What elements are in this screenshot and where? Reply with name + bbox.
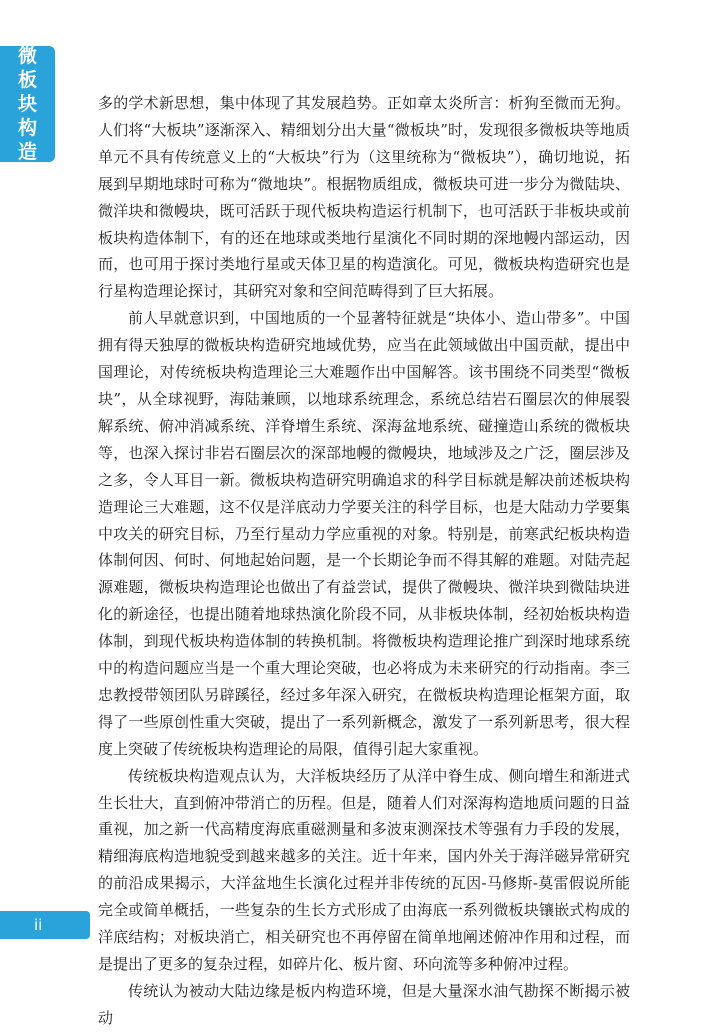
side-tab-char: 微 (17, 45, 37, 67)
paragraph: 多的学术新思想，集中体现了其发展趋势。正如章太炎所言：析狗至微而无狗。人们将“大板块”逐渐深入、精细划分出大量“微板块”时，发现很多微板块等地质单元不具有传统意义上的“大板块”行为（这里统称为“微板块”），确切地说，拓展到早期地球时可称为“微地块”。根据物质组成，微板块可进一步分为微陆块、微洋块和微幔块，既可活跃于现代板块构造运行机制下，也可活跃于非板块或前板块构造体制下，有的还在地球或类地行星演化不同时期的深地幔内部运动，因而，也可用于探讨类地行星或天体卫星的构造演化。可见，微板块构造研究也是行星构造理论探讨，其研究对象和空间范畴得到了巨大拓展。 (98, 94, 630, 301)
paragraph: 传统认为被动大陆边缘是板内构造环境，但是大量深水油气勘探不断揭示被动 (98, 981, 630, 1027)
side-tab-char: 块 (17, 93, 37, 115)
body-text (98, 90, 630, 1032)
side-tab-char: 造 (17, 141, 37, 163)
side-tab-char: 板 (17, 69, 37, 91)
paragraph: 传统板块构造观点认为，大洋板块经历了从洋中脊生成、侧向增生和渐进式生长壮大，直到俯冲带消亡的历程。但是，随着人们对深海构造地质问题的日益重视，加之新一代高精度海底重磁测量和多波束测深技术等强有力手段的发展，精细海底构造地貌受到越来越多的关注。近十年来，国内外关于海洋磁异常研究的前沿成果揭示，大洋盆地生长演化过程并非传统的瓦因-马修斯-莫雷假说所能完全或简单概括，一些复杂的生长方式形成了由海底一系列微板块镶嵌式构成的洋底结构；对板块消亡，相关研究也不再停留在简单地阐述俯冲作用和过程，而是提出了更多的复杂过程，如碎片化、板片窗、环向流等多种俯冲过程。 (98, 766, 630, 973)
paragraph: 前人早就意识到，中国地质的一个显著特征就是“块体小、造山带多”。中国拥有得天独厚的微板块构造研究地域优势，应当在此领域做出中国贡献，提出中国理论，对传统板块构造理论三大难题作出中国解答。该书围绕不同类型“微板块”，从全球视野，海陆兼顾，以地球系统理念，系统总结岩石圈层次的伸展裂解系统、俯冲消减系统、洋脊增生系统、深海盆地系统、碰撞造山系统的微板块等，也深入探讨非岩石圈层次的深部地幔的微幔块，地域涉及之广泛，圈层涉及之多，令人耳目一新。微板块构造研究明确追求的科学目标就是解决前述板块构造理论三大难题，这不仅是洋底动力学要关注的科学目标，也是大陆动力学要集中攻关的研究目标，乃至行星动力学应重视的对象。特别是，前寒武纪板块构造体制何因、何时、何地起始问题，是一个长期论争而不得其解的难题。对陆壳起源难题，微板块构造理论也做出了有益尝试，提供了微幔块、微洋块到微陆块进化的新途径，也提出随着地球热演化阶段不同，从非板块体制，经初始板块构造体制，到现代板块构造体制的转换机制。将微板块构造理论推广到深时地球系统中的构造问题应当是一个重大理论突破，也必将成为未来研究的行动指南。李三忠教授带领团队另辟蹊径，经过多年深入研究，在微板块构造理论框架方面，取得了一些原创性重大突破，提出了一系列新概念，激发了一系列新思考，很大程度上突破了传统板块构造理论的局限，值得引起大家重视。 (98, 309, 630, 758)
chapter-side-tab (0, 46, 55, 162)
page-number-bar (0, 911, 90, 939)
side-tab-char: 构 (17, 117, 37, 139)
page-number: ii (34, 916, 43, 934)
